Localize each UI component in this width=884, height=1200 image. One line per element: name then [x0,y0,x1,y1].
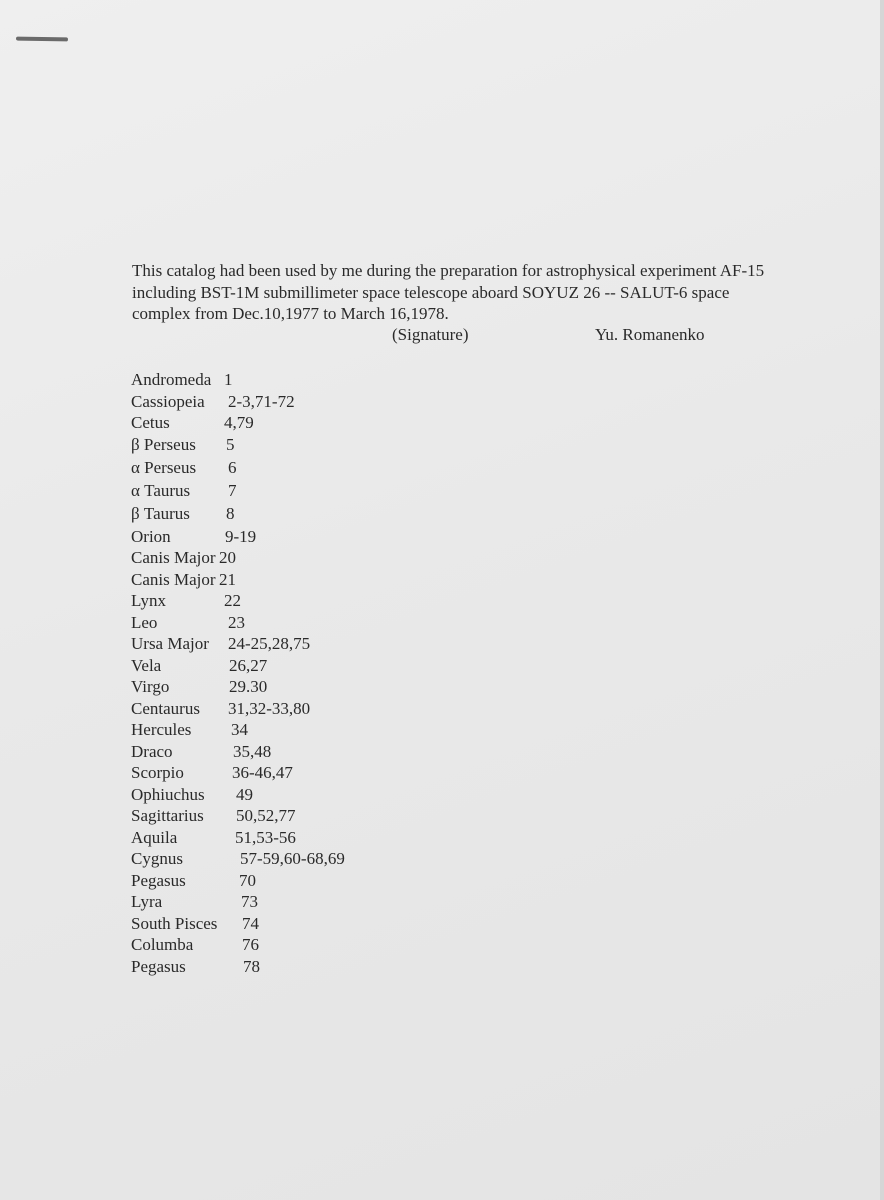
catalog-row [131,785,531,807]
page-numbers: 24-25,28,75 [228,634,311,653]
constellation-name: β Perseus [131,434,196,454]
page-numbers: 26,27 [229,655,268,675]
constellation-name: Hercules [131,720,192,739]
catalog-row [131,570,531,592]
catalog-row [131,957,531,979]
constellation-name: Scorpio [131,763,184,782]
page-numbers: 29.30 [229,677,268,696]
constellation-name: South Pisces [131,913,218,933]
page-numbers: 31,32-33,80 [228,698,311,718]
constellation-name: Ophiuchus [131,784,205,804]
catalog-row [131,914,531,936]
catalog-row [131,871,531,893]
constellation-name: α Taurus [131,480,191,500]
catalog-row [131,634,531,656]
catalog-row [131,548,531,570]
page-numbers: 1 [224,370,233,389]
catalog-row [131,849,531,871]
catalog-row [131,677,531,699]
signatory-name: Yu. Romanenko [595,325,705,344]
page-numbers: 51,53-56 [235,827,296,847]
catalog-row [131,699,531,721]
constellation-name: Virgo [131,677,170,696]
constellation-name: Draco [131,741,173,761]
catalog-row [131,527,531,549]
page-numbers: 70 [239,870,256,890]
page-numbers: 36-46,47 [232,763,293,782]
page-numbers: 49 [236,784,253,804]
page-numbers: 78 [243,956,260,976]
page-numbers: 2-3,71-72 [228,391,295,411]
catalog-row [131,742,531,764]
catalog-row [131,370,531,392]
page-numbers: 76 [242,935,259,954]
page-numbers: 20 [219,548,236,567]
constellation-name: Ursa Major [131,634,209,653]
catalog-row [131,806,531,828]
page-numbers: 7 [228,480,237,500]
catalog-row [131,892,531,914]
catalog-row [131,481,531,504]
signature-row [0,325,884,347]
page-numbers: 23 [228,612,245,632]
catalog-row [131,935,531,957]
constellation-name: Vela [131,655,162,675]
page-numbers: 22 [224,591,241,610]
page-numbers: 4,79 [224,413,254,432]
constellation-name: β Taurus [131,503,190,523]
page-numbers: 35,48 [233,741,272,761]
page-edge [880,0,884,1200]
constellation-name: Lynx [131,591,166,610]
catalog-row [131,504,531,527]
catalog-row [131,613,531,635]
catalog-row [131,763,531,785]
catalog-row [131,458,531,481]
constellation-name: Canis Major [131,548,216,567]
page-numbers: 73 [241,892,258,911]
catalog-row [131,392,531,414]
page-numbers: 74 [242,913,259,933]
page-numbers: 21 [219,569,236,589]
constellation-name: Cetus [131,413,170,432]
constellation-name: Andromeda [131,370,212,389]
page-numbers: 6 [228,457,237,477]
constellation-name: Centaurus [131,698,200,718]
catalog-row [131,720,531,742]
catalog-row [131,435,531,458]
constellation-name: Aquila [131,827,178,847]
page-numbers: 57-59,60-68,69 [240,849,345,868]
constellation-name: α Perseus [131,457,197,477]
page-numbers: 8 [226,503,235,523]
constellation-name: Orion [131,526,171,546]
page-numbers: 9-19 [225,526,257,546]
catalog-row [131,591,531,613]
constellation-name: Lyra [131,892,163,911]
constellation-name: Sagittarius [131,806,204,825]
constellation-catalog [131,370,531,978]
page-numbers: 50,52,77 [236,806,296,825]
page-numbers: 34 [231,720,248,739]
page-numbers: 5 [226,434,235,454]
catalog-row [131,413,531,435]
constellation-name: Cassiopeia [131,391,205,411]
signature-label: (Signature) [392,325,469,344]
catalog-row [131,828,531,850]
catalog-row [131,656,531,678]
constellation-name: Columba [131,935,194,954]
constellation-name: Cygnus [131,849,183,868]
constellation-name: Pegasus [131,870,186,890]
constellation-name: Canis Major [131,569,216,589]
staple-mark [16,37,68,42]
constellation-name: Pegasus [131,956,186,976]
intro-paragraph: This catalog had been used by me during the preparation for astrophysical experiment AF-15 including BST-1M submillimeter space telescope aboard SOYUZ 26 -- SALUT-6 space complex from Dec.10,1977 to March 16,1978. [132,261,765,323]
constellation-name: Leo [131,612,158,632]
